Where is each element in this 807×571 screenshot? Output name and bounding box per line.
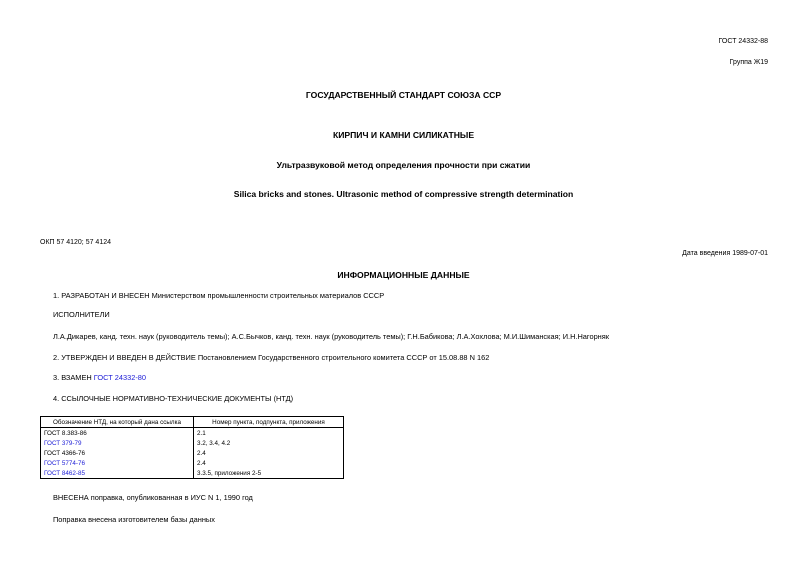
replaces-label: 3. ВЗАМЕН: [53, 373, 92, 382]
document-ref-link[interactable]: ГОСТ 8462-85: [41, 468, 194, 479]
column-header-document: Обозначение НТД, на который дана ссылка: [41, 417, 194, 428]
table-row: [41, 438, 344, 448]
state-standard-title: ГОСУДАРСТВЕННЫЙ СТАНДАРТ СОЮЗА ССР: [305, 90, 502, 100]
executors-list: Л.А.Дикарев, канд. техн. наук (руководитель темы); А.С.Бычков, канд. техн. наук (руководитель темы); Г.Н.Бабикова; Л.А.Хохлова; М.И.Шиманская; И.Н.Нагорняк: [53, 332, 609, 341]
info-item-approved: 2. УТВЕРЖДЕН И ВВЕДЕН В ДЕЙСТВИЕ Постановлением Государственного строительного комитета СССР от 15.08.88 N 162: [53, 353, 490, 362]
column-header-clause: Номер пункта, подпункта, приложения: [194, 417, 344, 428]
clause-ref: 2.1: [194, 428, 344, 439]
clause-ref: 2.4: [194, 458, 344, 468]
document-group: Группа Ж19: [729, 59, 768, 66]
info-item-developed: 1. РАЗРАБОТАН И ВНЕСЕН Министерством промышленности строительных материалов СССР: [53, 291, 385, 300]
subject-title: КИРПИЧ И КАМНИ СИЛИКАТНЫЕ: [332, 130, 475, 140]
replaced-standard-link[interactable]: ГОСТ 24332-80: [93, 373, 147, 382]
info-item-references: 4. ССЫЛОЧНЫЕ НОРМАТИВНО-ТЕХНИЧЕСКИЕ ДОКУМЕНТЫ (НТД): [53, 394, 294, 403]
ntd-reference-table: [40, 416, 344, 479]
table-row: [41, 458, 344, 468]
table-row: [41, 448, 344, 458]
document-ref: ГОСТ 4366-76: [41, 448, 194, 458]
document-ref: ГОСТ 8.383-86: [41, 428, 194, 439]
clause-ref: 3.3.5, приложения 2-5: [194, 468, 344, 479]
intro-date: Дата введения 1989-07-01: [682, 250, 768, 257]
table-row: [41, 428, 344, 439]
info-item-replaces: [53, 373, 146, 382]
clause-ref: 2.4: [194, 448, 344, 458]
document-ref-link[interactable]: ГОСТ 5774-76: [41, 458, 194, 468]
okp-codes: ОКП 57 4120; 57 4124: [40, 239, 111, 246]
table-row: [41, 468, 344, 479]
document-ref-link[interactable]: ГОСТ 379-79: [41, 438, 194, 448]
amendment-note: ВНЕСЕНА поправка, опубликованная в ИУС N 1, 1990 год: [53, 493, 253, 502]
database-note: Поправка внесена изготовителем базы данных: [53, 515, 215, 524]
table-header-row: [41, 417, 344, 428]
method-title-en: Silica bricks and stones. Ultrasonic method of compressive strength determination: [233, 189, 574, 199]
info-heading: ИНФОРМАЦИОННЫЕ ДАННЫЕ: [337, 270, 470, 280]
method-title-ru: Ультразвуковой метод определения прочности при сжатии: [276, 160, 531, 170]
clause-ref: 3.2, 3.4, 4.2: [194, 438, 344, 448]
document-code: ГОСТ 24332-88: [718, 38, 768, 45]
executors-heading: ИСПОЛНИТЕЛИ: [53, 310, 110, 319]
